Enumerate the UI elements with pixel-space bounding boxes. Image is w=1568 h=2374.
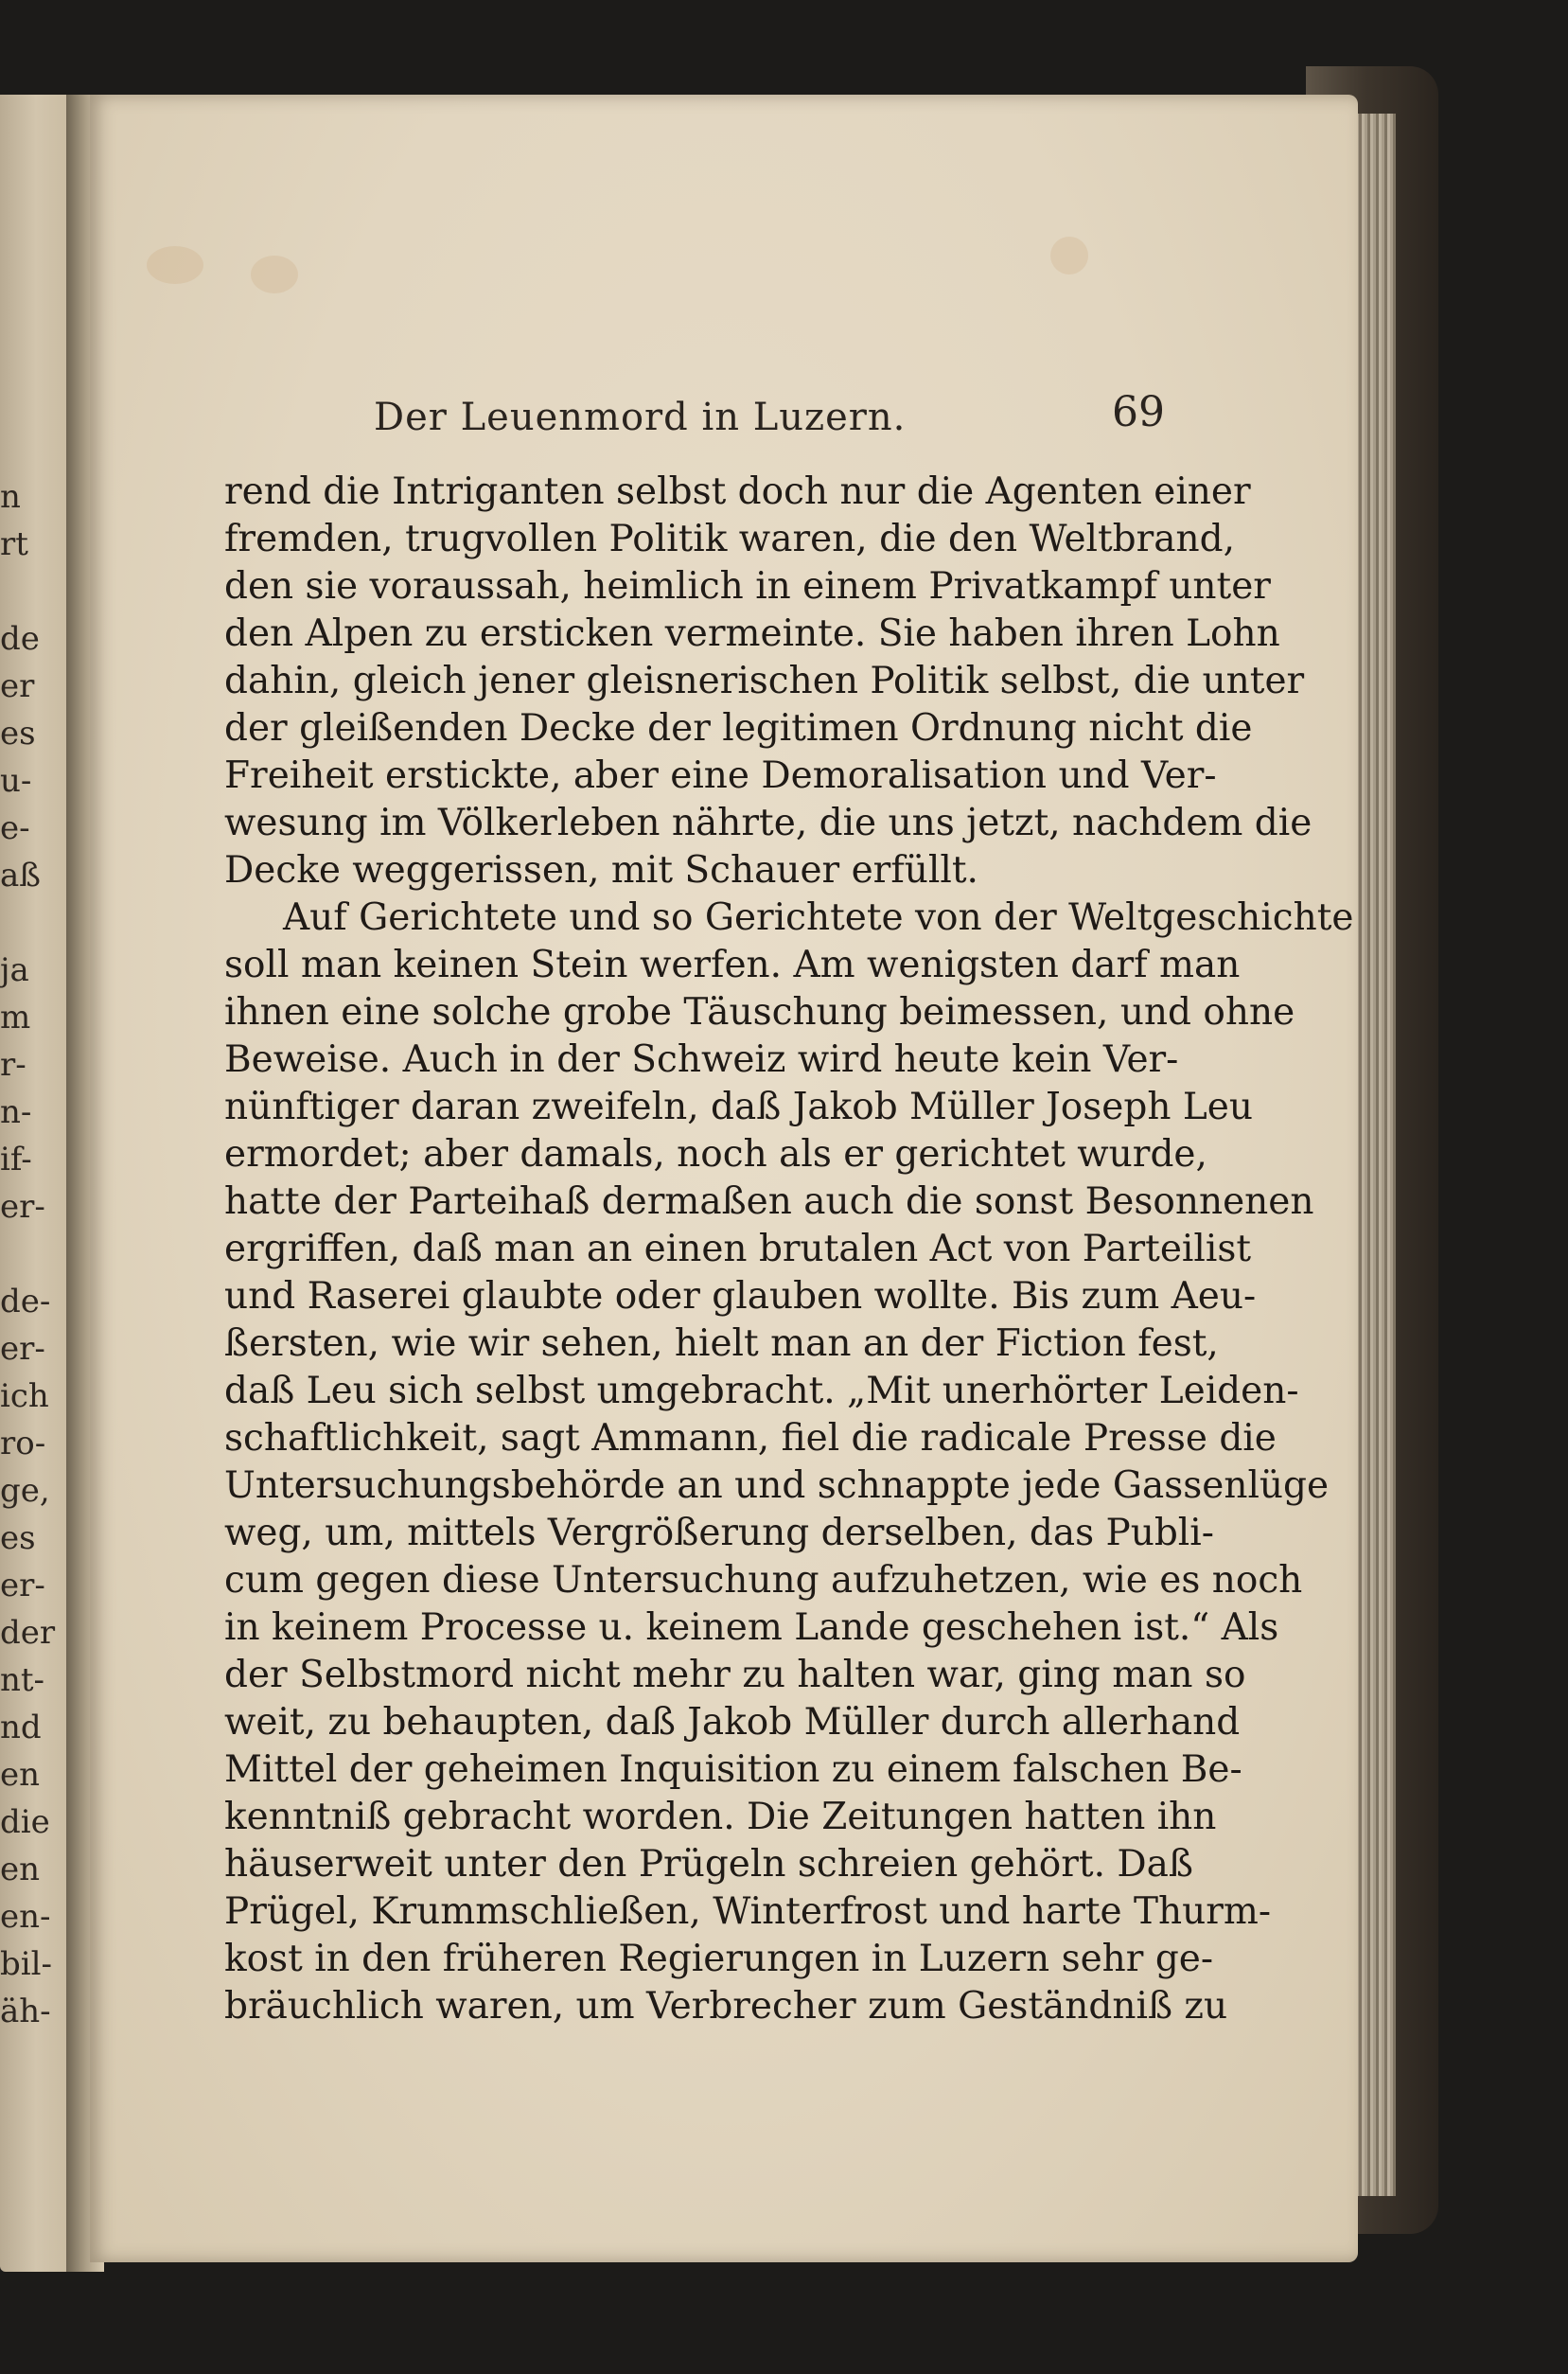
- text-line: in keinem Processe u. keinem Lande geschehen ist.“ Als: [224, 1606, 1279, 1649]
- fragment: er-: [0, 1567, 45, 1604]
- running-head: Der Leuenmord in Luzern.: [374, 396, 907, 439]
- text-line: wesung im Völkerleben nährte, die uns jetzt, nachdem die: [224, 802, 1313, 844]
- fragment: [0, 568, 57, 615]
- fragment: aß: [0, 857, 41, 895]
- fragment: ich: [0, 1377, 49, 1415]
- fragment: n: [0, 478, 21, 516]
- fragment: der: [0, 1614, 56, 1652]
- fragment: nd: [0, 1709, 42, 1746]
- fragment: n-: [0, 1093, 32, 1131]
- fragment: nt-: [0, 1661, 45, 1699]
- fragment: rt: [0, 525, 28, 563]
- book-page: [90, 95, 1358, 2262]
- fragment: ja: [0, 951, 29, 989]
- fragment: de: [0, 620, 40, 658]
- text-line: bräuchlich waren, um Verbrecher zum Geständniß zu: [224, 1985, 1228, 2028]
- text-line: den sie voraussah, heimlich in einem Privatkampf unter: [224, 565, 1271, 608]
- fragment: m: [0, 999, 31, 1036]
- body-text: [224, 469, 1354, 2030]
- fragment: er-: [0, 1330, 45, 1368]
- text-line: weit, zu behaupten, daß Jakob Müller durch allerhand: [224, 1701, 1241, 1744]
- fragment: ge,: [0, 1472, 50, 1510]
- text-line: Auf Gerichtete und so Gerichtete von der Weltgeschichte: [283, 896, 1354, 939]
- fragment: [0, 1231, 57, 1278]
- text-line: schaftlichkeit, sagt Ammann, fiel die radicale Presse die: [224, 1417, 1277, 1460]
- fragment: bil-: [0, 1945, 53, 1983]
- text-line: soll man keinen Stein werfen. Am wenigsten darf man: [224, 944, 1241, 986]
- text-line: Beweise. Auch in der Schweiz wird heute kein Ver-: [224, 1038, 1179, 1081]
- text-line: und Raserei glaubte oder glauben wollte. Bis zum Aeu-: [224, 1275, 1257, 1318]
- text-line: nünftiger daran zweifeln, daß Jakob Müller Joseph Leu: [224, 1086, 1253, 1128]
- fragment: en-: [0, 1898, 51, 1936]
- foxing-spot: [1050, 237, 1088, 275]
- text-line: kenntniß gebracht worden. Die Zeitungen hatten ihn: [224, 1796, 1217, 1838]
- text-line: cum gegen diese Untersuchung aufzuhetzen, wie es noch: [224, 1559, 1303, 1602]
- text-line: Prügel, Krummschließen, Winterfrost und harte Thurm-: [224, 1890, 1272, 1933]
- previous-page-fragments: [0, 473, 57, 2035]
- text-line: daß Leu sich selbst umgebracht. „Mit unerhörter Leiden-: [224, 1370, 1299, 1412]
- text-line: ihnen eine solche grobe Täuschung beimessen, und ohne: [224, 991, 1295, 1034]
- text-line: fremden, trugvollen Politik waren, die den Weltbrand,: [224, 518, 1236, 560]
- text-line: der Selbstmord nicht mehr zu halten war, ging man so: [224, 1654, 1246, 1696]
- fragment: u-: [0, 762, 32, 800]
- text-line: Mittel der geheimen Inquisition zu einem falschen Be-: [224, 1748, 1242, 1791]
- fragment: if-: [0, 1141, 32, 1178]
- fragment: die: [0, 1803, 50, 1841]
- fragment: er-: [0, 1188, 45, 1226]
- fragment: es: [0, 1519, 36, 1557]
- text-line: ermordet; aber damals, noch als er gerichtet wurde,: [224, 1133, 1207, 1176]
- text-line: den Alpen zu ersticken vermeinte. Sie haben ihren Lohn: [224, 612, 1280, 655]
- text-line: hatte der Parteihaß dermaßen auch die sonst Besonnenen: [224, 1180, 1314, 1223]
- fragment: en: [0, 1851, 41, 1888]
- text-line: weg, um, mittels Vergrößerung derselben, das Publi-: [224, 1512, 1214, 1554]
- text-line: Freiheit erstickte, aber eine Demoralisation und Ver-: [224, 754, 1217, 797]
- fragment: er: [0, 667, 35, 705]
- page-number: 69: [1112, 388, 1165, 436]
- fragment: ro-: [0, 1425, 46, 1462]
- fragment: es: [0, 715, 36, 753]
- text-line: der gleißenden Decke der legitimen Ordnung nicht die: [224, 707, 1253, 750]
- text-line: ßersten, wie wir sehen, hielt man an der Fiction fest,: [224, 1322, 1219, 1365]
- text-line: Untersuchungsbehörde an und schnappte jede Gassenlüge: [224, 1464, 1330, 1507]
- text-line: ergriffen, daß man an einen brutalen Act von Parteilist: [224, 1228, 1252, 1270]
- foxing-spot: [147, 246, 203, 284]
- text-line: dahin, gleich jener gleisnerischen Politik selbst, die unter: [224, 660, 1305, 702]
- fragment: [0, 899, 57, 947]
- fragment: äh-: [0, 1993, 51, 2030]
- fragment: r-: [0, 1046, 26, 1084]
- text-line: häuserweit unter den Prügeln schreien gehört. Daß: [224, 1843, 1193, 1886]
- foxing-spot: [251, 256, 298, 293]
- text-line: Decke weggerissen, mit Schauer erfüllt.: [224, 849, 978, 892]
- fragment: en: [0, 1756, 41, 1794]
- fragment: de-: [0, 1283, 51, 1320]
- fragment: e-: [0, 809, 30, 847]
- text-line: rend die Intriganten selbst doch nur die Agenten einer: [224, 470, 1251, 513]
- text-line: kost in den früheren Regierungen in Luzern sehr ge-: [224, 1938, 1214, 1980]
